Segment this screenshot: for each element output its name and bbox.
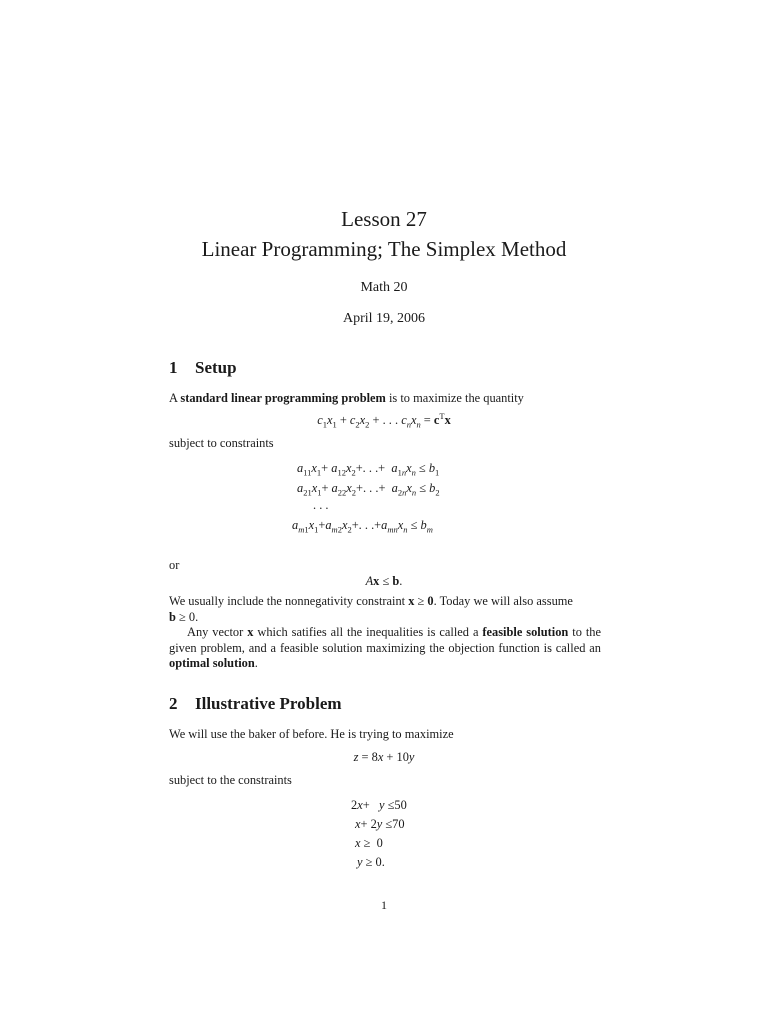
baker-constraint-2: x+ 2y ≤70 bbox=[355, 817, 405, 831]
constraint-row-2: $a_{21}x_1+ a_{22}x_2+$. . .+ $a_{2n}x_n \le b_2$ bbox=[297, 480, 440, 497]
illustrative-subject-text: subject to the constraints bbox=[169, 773, 292, 787]
page-number: 1 bbox=[381, 898, 387, 912]
term-optimal-solution: optimal solution bbox=[169, 656, 255, 670]
baker-constraint-3: x ≥ 0 bbox=[355, 836, 383, 850]
setup-paragraph-4: Any vector x which satifies all the inequalities is called a feasible solution to the given problem, and a feasible solution maximizing the objection function is called an optimal solution. bbox=[169, 625, 601, 670]
section-heading-illustrative bbox=[169, 694, 342, 714]
constraint-system bbox=[292, 459, 440, 536]
section-number: 2 bbox=[169, 694, 178, 713]
term-standard-lp: standard linear programming problem bbox=[180, 391, 386, 405]
setup-paragraph-3: We usually include the nonnegativity constraint x ≥ 0. Today we will also assume b ≥ 0. bbox=[169, 594, 573, 624]
setup-or-text: or bbox=[169, 558, 180, 572]
term-feasible-solution: feasible solution bbox=[482, 625, 569, 639]
matrix-inequality: Ax ≤ b. bbox=[365, 574, 403, 588]
document-date: April 19, 2006 bbox=[342, 311, 426, 326]
constraint-row-1: $a_{11}x_1+ a_{12}x_2+$. . .+ $a_{1n}x_n \le b_1$ bbox=[297, 461, 440, 478]
document-title-line-2: Linear Programming; The Simplex Method bbox=[201, 237, 567, 261]
constraint-ellipsis: . . . bbox=[313, 498, 329, 512]
baker-constraint-4: y ≥ 0. bbox=[357, 855, 385, 869]
document-title-line-1: Lesson 27 bbox=[341, 207, 427, 231]
baker-constraint-1: 2x+ y ≤50 bbox=[351, 798, 407, 812]
setup-subject-text: subject to constraints bbox=[169, 436, 274, 450]
section-title: Illustrative Problem bbox=[195, 694, 342, 713]
baker-constraint-system bbox=[351, 796, 407, 872]
section-heading-setup bbox=[169, 358, 237, 378]
setup-paragraph-1: A standard linear programming problem is to maximize the quantity bbox=[169, 391, 524, 405]
section-title: Setup bbox=[195, 358, 237, 377]
objective-equation: $c_1x_1 + c_2x_2$ + . . . $c_nx_n = c^Tx$ bbox=[317, 410, 451, 430]
constraint-row-m: $a_{m1}x_1+a_{m2}x_2+$. . $.+a_{mn}x_n \le b_m$ bbox=[292, 518, 433, 535]
section-number: 1 bbox=[169, 358, 178, 377]
course-name: Math 20 bbox=[360, 280, 408, 295]
baker-objective-equation: z = 8x + 10y bbox=[353, 750, 415, 764]
illustrative-paragraph-1: We will use the baker of before. He is trying to maximize bbox=[169, 727, 454, 741]
